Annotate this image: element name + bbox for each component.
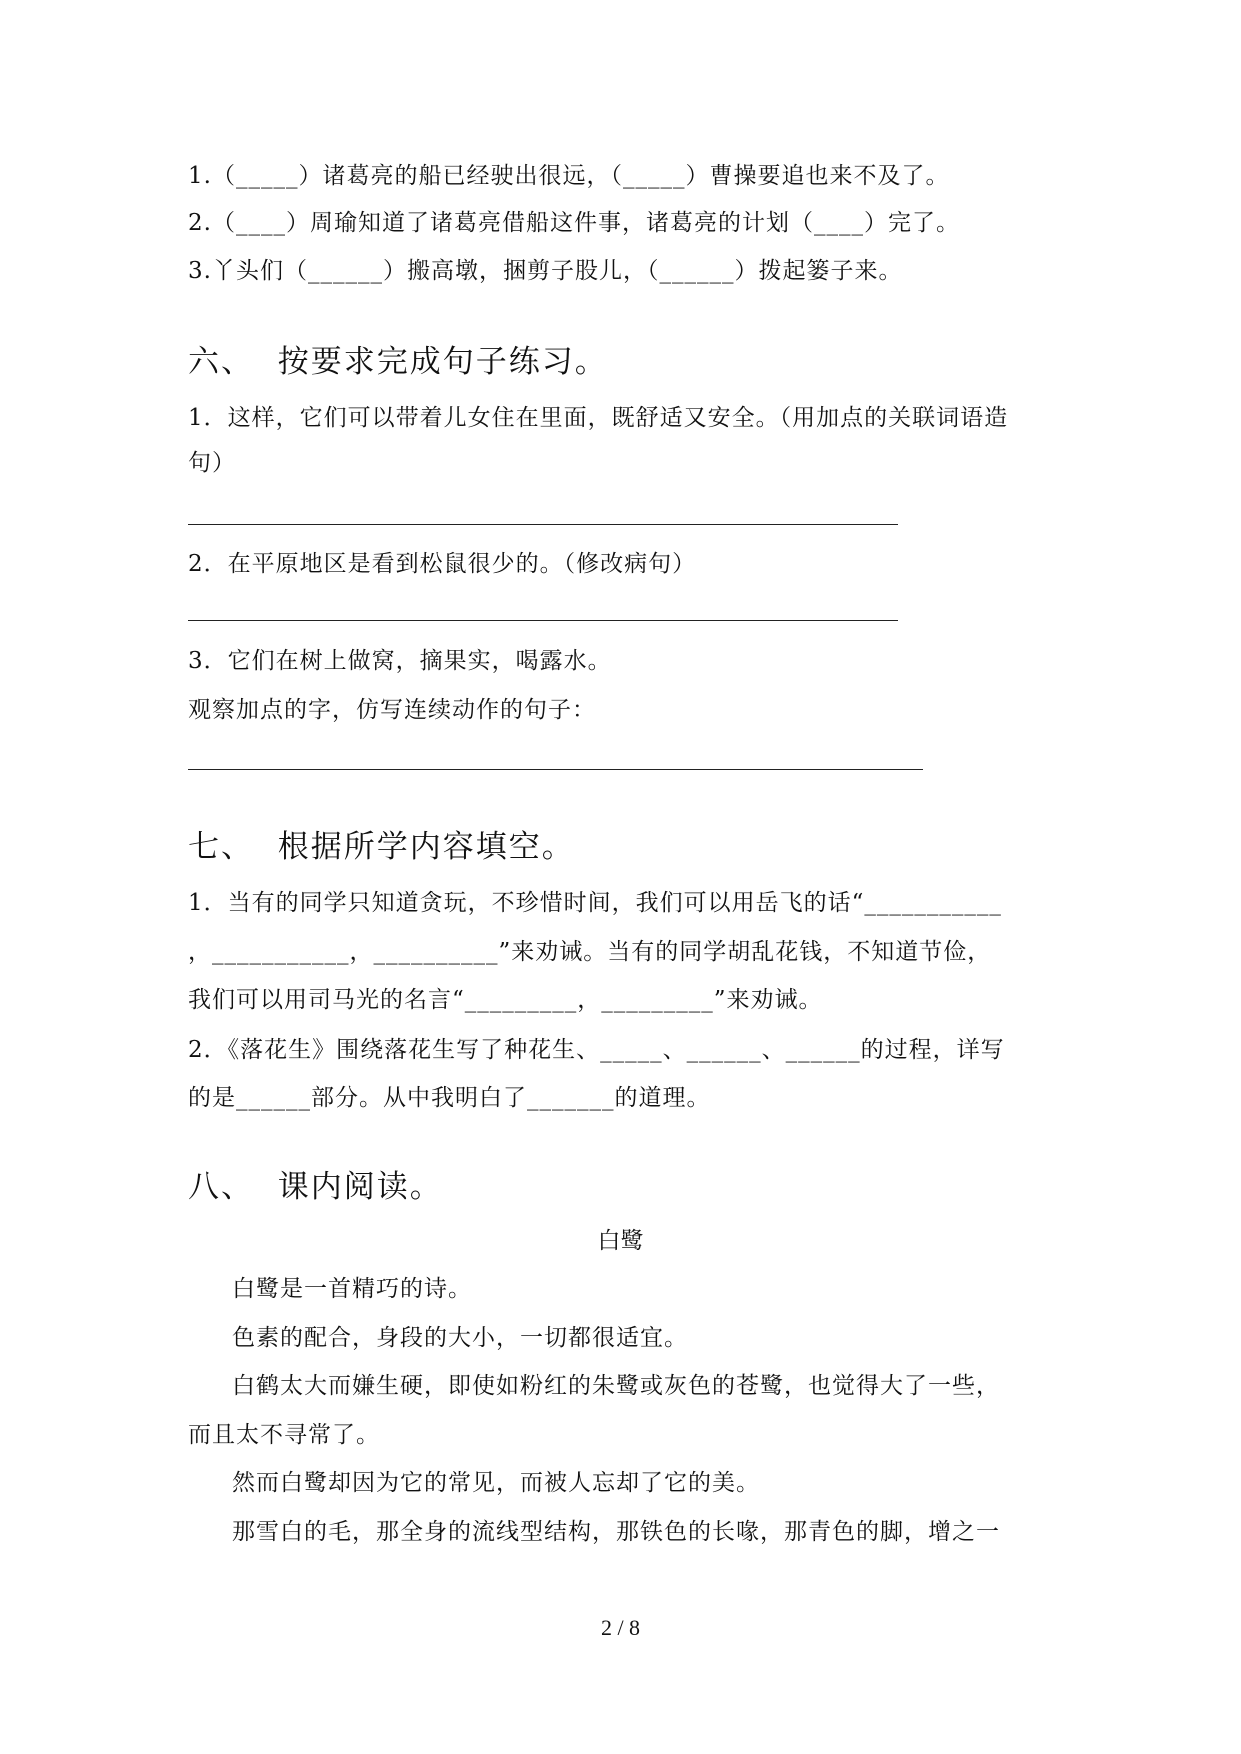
section7-q1-line3: 我们可以用司马光的名言“_________，_________”来劝诫。 <box>188 987 823 1013</box>
section6-q1-line2: 句） <box>188 450 236 476</box>
section7-q1-line1: 1．当有的同学只知道贪玩，不珍惜时间，我们可以用岳飞的话“___________ <box>188 890 1002 916</box>
section7-q1-line2: ，___________，__________”来劝诫。当有的同学胡乱花钱，不知道节俭， <box>188 939 992 965</box>
answer-line-1[interactable] <box>188 524 898 525</box>
page-number: 2 / 8 <box>600 1615 641 1640</box>
section6-heading: 六、 按要求完成句子练习。 <box>188 344 608 380</box>
section6-q3-instruction: 观察加点的字，仿写连续动作的句子： <box>188 697 596 723</box>
section8-heading: 八、 课内阅读。 <box>188 1169 443 1205</box>
section5-line-3: 3.丫头们（______）搬高墩，捆剪子股儿，（______）拨起篓子来。 <box>188 258 903 284</box>
section7-heading: 七、 根据所学内容填空。 <box>188 829 575 865</box>
section7-q2-line2: 的是______部分。从中我明白了_______的道理。 <box>188 1085 711 1111</box>
passage-paragraph-4: 然而白鹭却因为它的常见，而被人忘却了它的美。 <box>232 1470 760 1496</box>
answer-line-3[interactable] <box>188 769 923 770</box>
section6-q1-line1: 1．这样，它们可以带着儿女住在里面，既舒适又安全。（用加点的关联词语造 <box>188 405 1009 431</box>
section6-q3: 3．它们在树上做窝，摘果实，喝露水。 <box>188 648 612 674</box>
answer-line-2[interactable] <box>188 620 898 621</box>
passage-title: 白鹭 <box>597 1228 644 1254</box>
section7-q2-line1: 2．《落花生》围绕落花生写了种花生、_____、______、______的过程，详写 <box>188 1037 1005 1063</box>
passage-paragraph-3: 白鹤太大而嫌生硬，即使如粉红的朱鹭或灰色的苍鹭，也觉得大了一些， <box>232 1373 1000 1399</box>
passage-paragraph-3-cont: 而且太不寻常了。 <box>188 1422 380 1448</box>
passage-paragraph-2: 色素的配合，身段的大小，一切都很适宜。 <box>232 1325 688 1351</box>
passage-paragraph-5: 那雪白的毛，那全身的流线型结构，那铁色的长喙，那青色的脚，增之一 <box>232 1519 1000 1545</box>
passage-paragraph-1: 白鹭是一首精巧的诗。 <box>232 1276 472 1302</box>
section5-line-2: 2.（____）周瑜知道了诸葛亮借船这件事，诸葛亮的计划（____）完了。 <box>188 210 960 236</box>
section6-q2: 2．在平原地区是看到松鼠很少的。（修改病句） <box>188 551 697 577</box>
section5-line-1: 1.（_____）诸葛亮的船已经驶出很远，（_____）曹操要追也来不及了。 <box>188 163 950 189</box>
